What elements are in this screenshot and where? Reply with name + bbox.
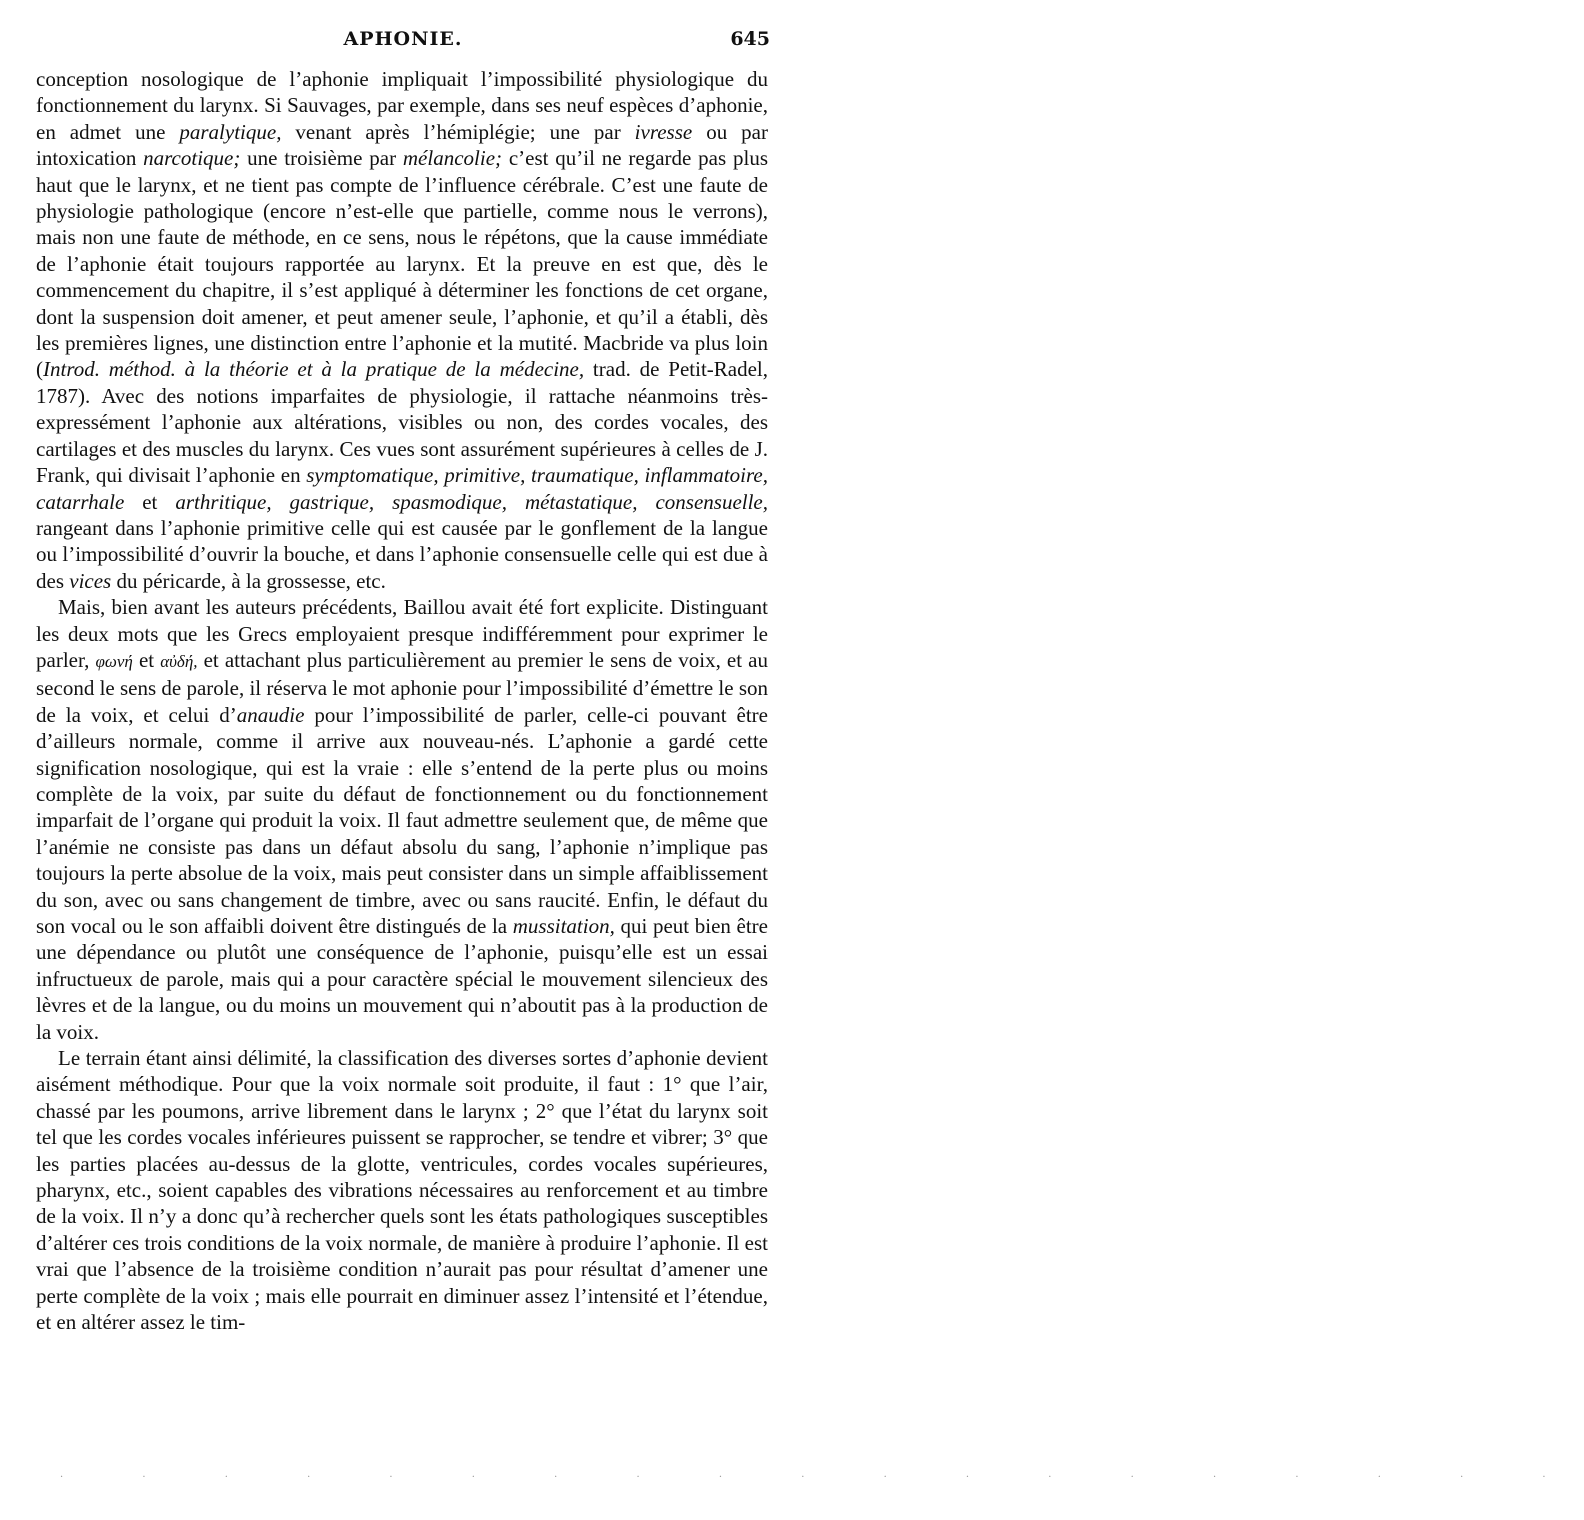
italic-term: narcotique; (143, 146, 241, 171)
page-header (36, 28, 770, 62)
paragraph-3: Le terrain étant ainsi délimité, la classification des diverses sortes d’aphonie devient aisément méthodique. Pour que la voix normale soit produite, il faut : 1° que l’air, chassé par les poumons, arrive librement dans le larynx ; 2° que l’état du larynx soit tel que les cordes vocales inférieures puissent se rapprocher, se tendre et vibrer; 3° que les parties placées au-dessus de la glotte, ventricules, cordes vocales supérieures, pharynx, etc., soient capables des vibrations nécessaires au renforcement et au timbre de la voix. Il n’y a donc qu’à rechercher quels sont les états pathologiques susceptibles d’altérer ces trois conditions de la voix normale, de manière à produire l’aphonie. Il est vrai que l’absence de la troisième condition n’aurait pas pour résultat d’amener une perte complète de la voix ; mais elle pourrait en diminuer assez l’intensité et l’étendue, et en altérer assez le tim- (36, 1046, 768, 1335)
italic-term: ivresse (634, 119, 693, 144)
italic-term-list: symptomatique, primitive, traumatique, inflammatoire, catarrhale (36, 463, 768, 514)
italic-citation: Introd. méthod. à la théorie et à la pratique de la médecine, (43, 357, 585, 382)
italic-term: vices (69, 568, 112, 593)
italic-term: anaudie (236, 702, 305, 727)
italic-term-list: arthritique, gastrique, spasmodique, métastatique, consensuelle, (175, 489, 769, 514)
greek-word: αὐδή, (160, 651, 198, 671)
running-title: APHONIE. (343, 28, 463, 50)
scan-noise-marks: · · · · · · · · · · · · · · · · · · · (60, 1472, 1584, 1483)
italic-term: paralytique, (179, 119, 282, 144)
page-number: 645 (730, 28, 770, 50)
italic-term: mélancolie; (402, 146, 503, 171)
paragraph-2: Mais, bien avant les auteurs précédents, Baillou avait été fort explicite. Distinguant les deux mots que les Grecs employaient presque indifféremment pour exprimer le parler, φωνή et αὐδή, et attachant plus particulièrement au premier le sens de voix, et au second le sens de parole, il réserva le mot aphonie pour l’impossibilité d’émettre le son de la voix, et celui d’anaudie pour l’impossibilité de parler, celle-ci pouvant être d’ailleurs normale, comme il arrive aux nouveau-nés. L’aphonie a gardé cette signification nosologique, qui est la vraie : elle s’entend de la perte plus ou moins complète de la voix, par suite du défaut de fonctionnement ou du fonctionnement imparfait de l’organe qui produit la voix. Il faut admettre seulement que, de même que l’anémie ne consiste pas dans un défaut absolu du sang, l’aphonie n’implique pas toujours la perte absolue de la voix, mais peut consister dans un simple affaiblissement du son, avec ou sans changement de timbre, avec ou sans raucité. Enfin, le défaut du son vocal ou le son affaibli doivent être distingués de la mussitation, qui peut bien être une dépendance ou plutôt une conséquence de l’aphonie, puisqu’elle est un essai infructueux de parole, mais qui a pour caractère spécial le mouvement silencieux des lèvres et de la langue, ou du moins un mouvement qui n’aboutit pas à la production de la voix. (36, 595, 768, 1044)
paragraph-1: conception nosologique de l’aphonie impliquait l’impossibilité physiologique du fonctionnement du larynx. Si Sauvages, par exemple, dans ses neuf espèces d’aphonie, en admet une paralytique, venant après l’hémiplégie; une par ivresse ou par intoxication narcotique; une troisième par mélancolie; c’est qu’il ne regarde pas plus haut que le larynx, et ne tient pas compte de l’influence cérébrale. C’est une faute de physiologie pathologique (encore n’est-elle que partielle, comme nous le verrons), mais non une faute de méthode, en ce sens, nous le répétons, que la cause immédiate de l’aphonie était toujours rapportée au larynx. Et la preuve en est que, dès le commencement du chapitre, il s’est appliqué à déterminer les fonctions de cet organe, dont la suspension doit amener, et peut amener seule, l’aphonie, et qu’il a établi, dès les premières lignes, une distinction entre l’aphonie et la mutité. Macbride va plus loin (Introd. méthod. à la théorie et à la pratique de la médecine, trad. de Petit-Radel, 1787). Avec des notions imparfaites de physiologie, il rattache néanmoins très-expressément l’aphonie aux altérations, visibles ou non, des cordes vocales, des cartilages et des muscles du larynx. Ces vues sont assurément supérieures à celles de J. Frank, qui divisait l’aphonie en symptomatique, primitive, traumatique, inflammatoire, catarrhale et arthritique, gastrique, spasmodique, métastatique, consensuelle, rangeant dans l’aphonie primitive celle qui est causée par le gonflement de la langue ou l’impossibilité d’ouvrir la bouche, et dans l’aphonie consensuelle celle qui est due à des vices du péricarde, à la grossesse, etc. (36, 67, 769, 593)
greek-word: φωνή (95, 651, 133, 671)
italic-term: mussitation, (512, 914, 615, 938)
body-text (36, 66, 768, 1336)
